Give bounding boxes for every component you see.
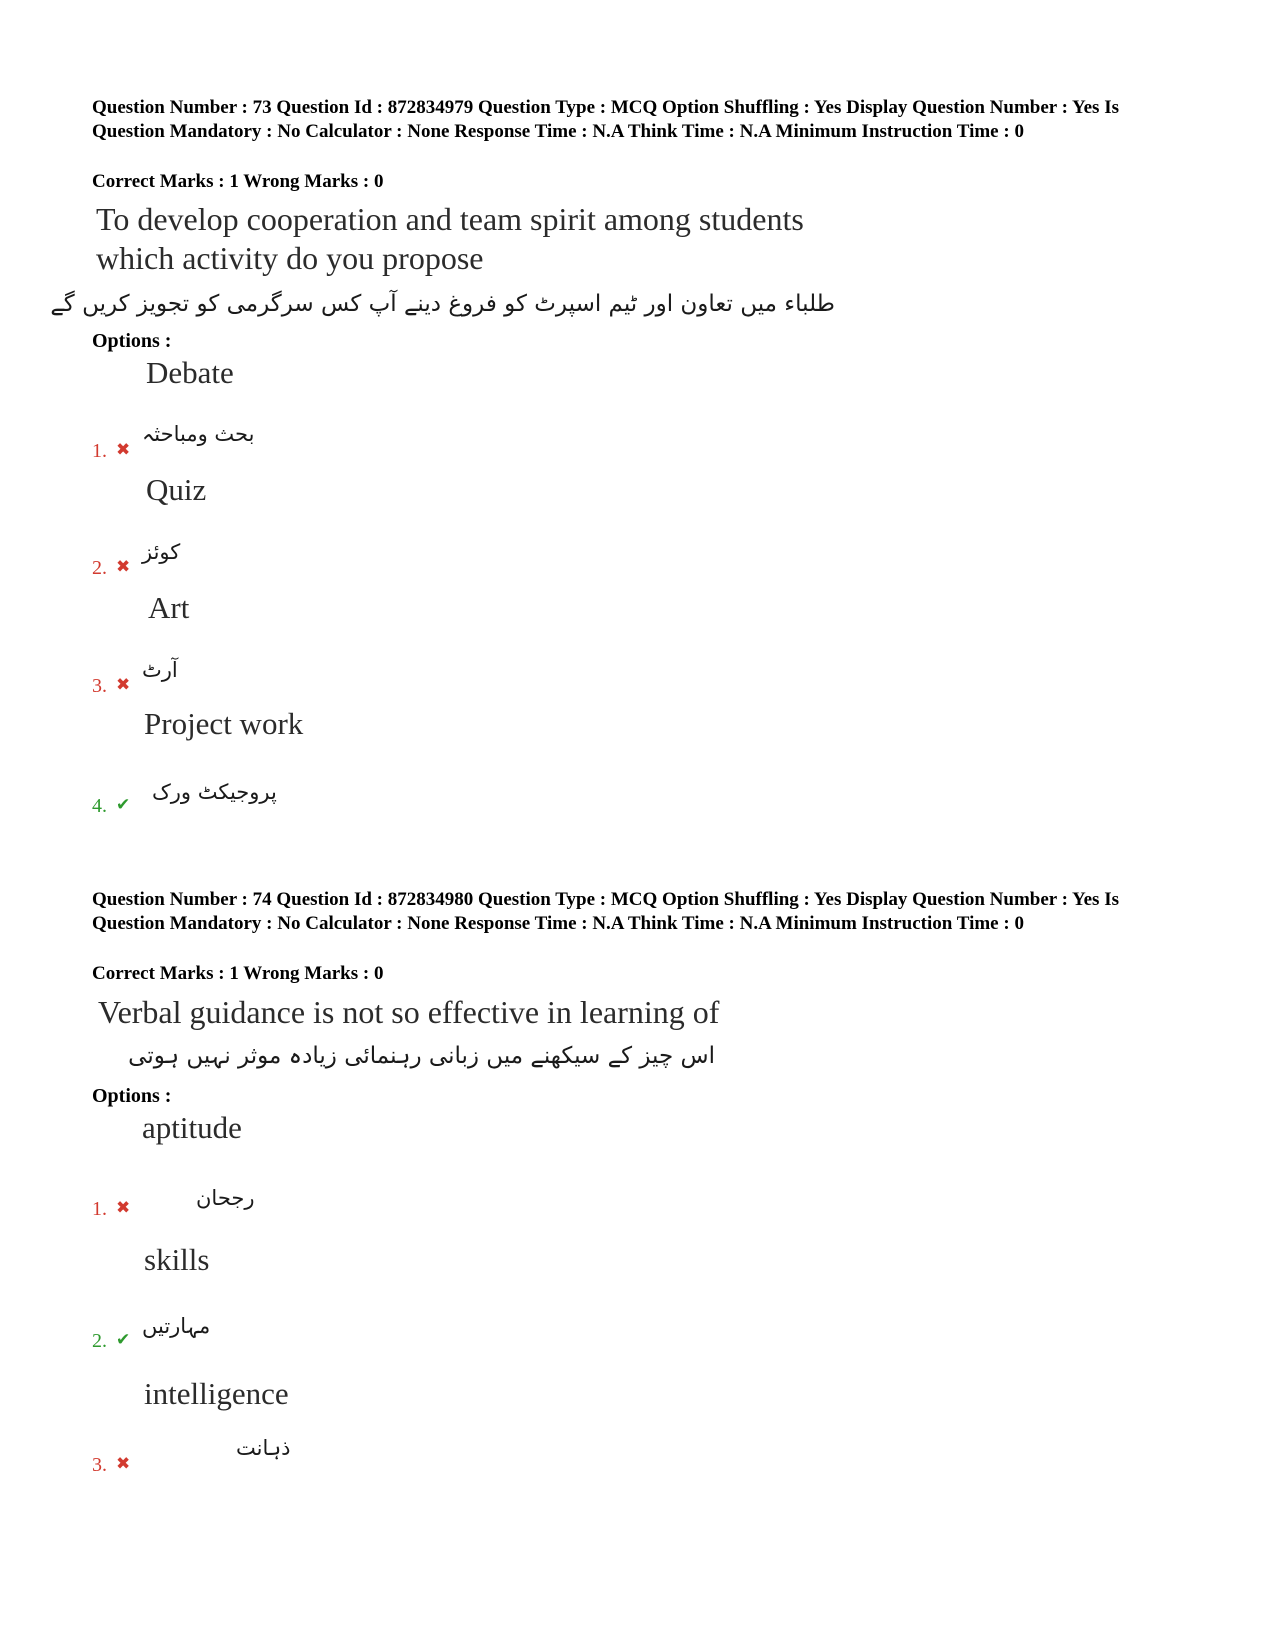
q73-option-2-english: Quiz bbox=[146, 472, 207, 507]
q74-option-2-english: skills bbox=[144, 1242, 210, 1277]
q73-option-3-english: Art bbox=[148, 590, 190, 625]
q73-option-3-number: 3. bbox=[92, 675, 107, 697]
question-73-header: Question Number : 73 Question Id : 872834979 Question Type : MCQ Option Shuffling : Yes Display Question Number : Yes Is Question Mandatory : No Calculator : None Response Time : N.A Think Time : N.A Minimum Instruction Time : 0 bbox=[92, 97, 1119, 142]
cross-icon: ✖ bbox=[116, 440, 131, 460]
cross-icon: ✖ bbox=[116, 675, 131, 695]
q73-option-1-english: Debate bbox=[146, 355, 234, 390]
check-icon: ✔ bbox=[116, 795, 131, 815]
question-74-stem-english: Verbal guidance is not so effective in learning of bbox=[98, 994, 720, 1030]
cross-icon: ✖ bbox=[116, 557, 131, 577]
q73-option-4-number: 4. bbox=[92, 795, 107, 817]
question-73-marks: Correct Marks : 1 Wrong Marks : 0 bbox=[92, 171, 384, 192]
question-73-stem-english-line-1: To develop cooperation and team spirit among students bbox=[96, 201, 804, 237]
q74-option-1-english: aptitude bbox=[142, 1110, 242, 1145]
q73-option-2-urdu: کوئز bbox=[142, 540, 181, 564]
q74-option-1-urdu: رجحان bbox=[196, 1186, 255, 1210]
q74-option-2-urdu: مہارتیں bbox=[142, 1314, 211, 1338]
q74-option-3-number: 3. bbox=[92, 1454, 107, 1476]
q73-option-4-urdu: پروجیکٹ ورک bbox=[152, 780, 277, 804]
q74-option-1-number: 1. bbox=[92, 1198, 107, 1220]
q74-option-2-number: 2. bbox=[92, 1330, 107, 1352]
check-icon: ✔ bbox=[116, 1330, 131, 1350]
q74-option-3-english: intelligence bbox=[144, 1376, 289, 1411]
question-74-options-label: Options : bbox=[92, 1085, 172, 1107]
q73-option-2-number: 2. bbox=[92, 557, 107, 579]
cross-icon: ✖ bbox=[116, 1454, 131, 1474]
cross-icon: ✖ bbox=[116, 1198, 131, 1218]
question-74-stem-urdu: اس چیز کے سیکھنے میں زبانی رہنمائی زیادہ موثر نہیں ہوتی bbox=[128, 1043, 715, 1069]
q73-option-4-english: Project work bbox=[144, 706, 304, 741]
q73-option-1-urdu: بحث ومباحثہ bbox=[142, 422, 255, 446]
q73-option-1-number: 1. bbox=[92, 440, 107, 462]
q73-option-3-urdu: آرٹ bbox=[142, 658, 178, 682]
question-74-marks: Correct Marks : 1 Wrong Marks : 0 bbox=[92, 963, 384, 984]
question-74-header: Question Number : 74 Question Id : 872834980 Question Type : MCQ Option Shuffling : Yes Display Question Number : Yes Is Question Mandatory : No Calculator : None Response Time : N.A Think Time : N.A Minimum Instruction Time : 0 bbox=[92, 889, 1119, 934]
question-73-stem-english-line-2: which activity do you propose bbox=[96, 240, 484, 276]
question-73-options-label: Options : bbox=[92, 330, 172, 352]
q74-option-3-urdu: ذہانت bbox=[236, 1436, 291, 1460]
question-73-stem-urdu: طلباء میں تعاون اور ٹیم اسپرٹ کو فروغ دینے آپ کس سرگرمی کو تجویز کریں گے bbox=[50, 291, 835, 317]
